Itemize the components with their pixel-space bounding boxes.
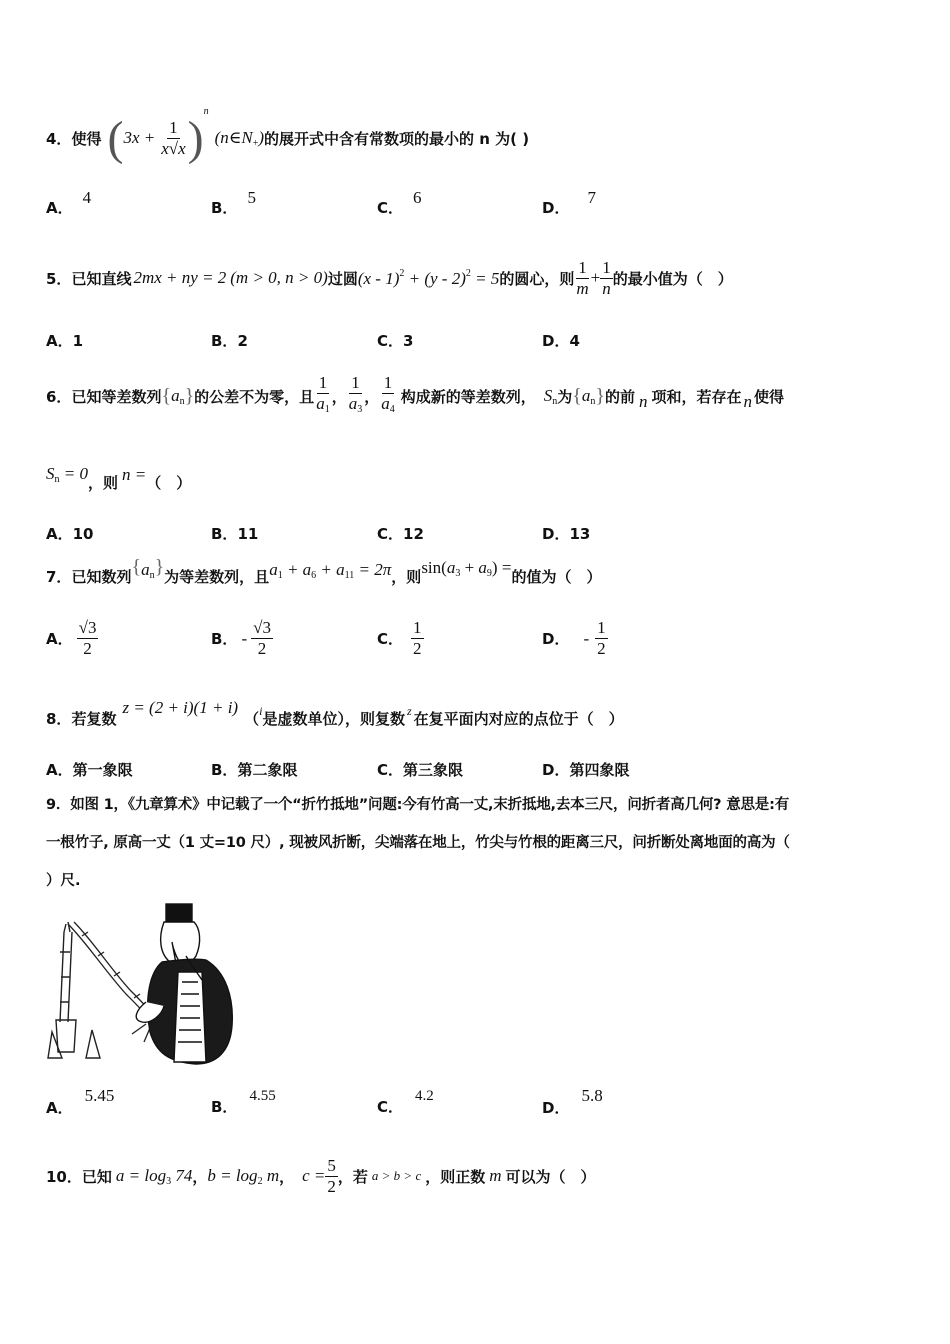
seq-symbol: a (446, 558, 456, 577)
option-value: 5 (247, 188, 256, 207)
option-value: 5.45 (84, 1086, 115, 1105)
question-text-mid: 过圆 (327, 269, 358, 288)
subscript: 4 (389, 403, 395, 415)
option-label: A． (46, 525, 73, 543)
option-label: A． (46, 199, 73, 217)
question-text-1: ，若 (337, 1167, 368, 1186)
seq-symbol: a (141, 560, 150, 579)
subscript: n (54, 474, 60, 485)
question-text-2: 构成新的等差数列， (400, 387, 536, 406)
equation-rhs: = 0 (63, 464, 88, 483)
left-paren: ( (441, 558, 447, 577)
c-definition: c = (302, 1166, 326, 1185)
b-definition (207, 1166, 279, 1187)
option-b[interactable] (211, 188, 256, 218)
question-4 (46, 108, 529, 168)
option-value: 第四象限 (569, 761, 630, 779)
variable-n: n (638, 392, 648, 411)
option-value: 第三象限 (403, 761, 464, 779)
plus-sign: + (464, 558, 475, 577)
fraction-sqrt3-over-2 (251, 618, 273, 659)
question-text: 使得 (71, 129, 102, 148)
sum-symbol: S (46, 464, 55, 483)
question-text-1: （ (244, 709, 260, 728)
seq-symbol: a (316, 393, 325, 413)
numerator: 1 (351, 372, 360, 392)
subscript: + (252, 137, 259, 149)
sequence-term (171, 386, 185, 407)
variable-z: z (406, 704, 412, 718)
option-value: 4.2 (415, 1088, 434, 1104)
left-brace: { (572, 384, 582, 407)
inequality: a > b > c (371, 1168, 422, 1183)
option-label: B． (211, 1098, 238, 1116)
denominator: 2 (83, 639, 92, 658)
question-text-end: 的最小值为（ ） (612, 269, 733, 288)
option-c[interactable] (377, 330, 413, 351)
option-d[interactable] (542, 618, 608, 659)
numerator: 1 (602, 257, 611, 277)
sage-figure (136, 904, 232, 1064)
option-value: 4.55 (249, 1088, 276, 1104)
fraction-1-over-n (600, 258, 613, 299)
option-a[interactable] (46, 759, 133, 780)
fraction (159, 118, 187, 159)
sequence-term (582, 386, 596, 407)
option-label: B． (211, 630, 238, 648)
plus-sign: + (320, 560, 332, 579)
left-paren: ( (107, 111, 124, 165)
option-label: D． (542, 1099, 570, 1117)
left-brace: { (131, 556, 142, 578)
line-equation: 2mx + ny = 2 (133, 268, 227, 287)
option-label: A． (46, 630, 73, 648)
circle-equation (358, 268, 500, 289)
option-label: A． (46, 1099, 73, 1117)
question-7 (46, 556, 601, 596)
option-value: 2 (237, 332, 248, 350)
numerator: 1 (597, 618, 606, 637)
option-value: 10 (72, 525, 94, 543)
question-number: 7． (46, 567, 72, 586)
option-d[interactable] (542, 523, 590, 544)
option-value: 第二象限 (237, 761, 298, 779)
subscript: n (552, 395, 558, 407)
question-text-1: 为等差数列，且 (164, 567, 270, 586)
imaginary-unit: i (259, 704, 263, 718)
sum-expression (269, 560, 391, 581)
option-a[interactable] (46, 330, 83, 351)
exponent: n (203, 106, 209, 117)
subscript: n (179, 395, 185, 407)
condition-end: ) (258, 127, 265, 147)
log-base: 3 (166, 1175, 172, 1187)
option-b[interactable] (211, 759, 297, 780)
option-d[interactable] (542, 188, 596, 218)
question-text-end: 的值为（ ） (511, 567, 602, 586)
option-value: 4 (82, 188, 92, 207)
condition-text: (n∈N (214, 127, 253, 147)
right-brace: } (154, 556, 165, 578)
option-a[interactable] (46, 618, 98, 659)
question-text-2: ，则 (391, 567, 422, 586)
option-b[interactable] (211, 330, 248, 351)
minus-sign: - (241, 628, 248, 648)
question-6-line-2 (46, 464, 192, 492)
fraction-1-over-a3 (347, 373, 365, 420)
question-number: 8． (46, 709, 72, 728)
option-label: C． (377, 1098, 404, 1116)
fraction-1-over-a1 (314, 373, 332, 420)
question-text-6: 使得 (754, 387, 785, 406)
seq-symbol: a (171, 385, 180, 405)
subscript: 3 (455, 568, 461, 579)
plus-sign: + (286, 560, 299, 579)
option-label: D． (542, 630, 570, 648)
question-10 (46, 1146, 596, 1206)
log-expression: a = log (115, 1165, 167, 1185)
question-8 (46, 698, 624, 738)
fraction-1-over-m (574, 258, 590, 299)
circle-term-y: + (y - 2) (408, 268, 466, 288)
option-a[interactable] (46, 1086, 114, 1118)
seq-symbol: a (269, 560, 278, 579)
seq-symbol: a (478, 558, 487, 577)
option-label: B． (211, 761, 238, 779)
subscript: 1 (324, 403, 330, 415)
option-label: D． (542, 332, 570, 350)
denominator: n (602, 278, 611, 298)
option-value: 13 (569, 525, 591, 543)
numerator: 1 (383, 372, 393, 392)
denominator: 2 (327, 1176, 336, 1196)
question-number: 5． (46, 269, 72, 288)
a-definition (116, 1166, 192, 1187)
question-text-4: 的前 (604, 387, 635, 406)
option-value: 第一象限 (72, 761, 133, 779)
subscript: 6 (311, 570, 317, 581)
option-label: B． (211, 525, 238, 543)
equation-rhs: = 2π (358, 560, 392, 579)
question-9-line-1: 9．如图 1，《九章算术》中记载了一个“折竹抵地”问题:今有竹高一丈,末折抵地,去本三尺，问折者高几何? 意思是:有 (46, 797, 790, 813)
circle-rhs: = 5 (475, 268, 500, 288)
right-brace: } (595, 384, 605, 407)
option-label: B． (211, 199, 238, 217)
denominator (314, 394, 332, 420)
sum-equation (46, 464, 88, 485)
option-d[interactable] (542, 330, 580, 351)
subscript: 1 (277, 570, 283, 581)
option-value: 1 (72, 332, 84, 350)
option-label: C． (377, 332, 404, 350)
variable-n: n (743, 392, 752, 411)
option-value: 7 (587, 188, 596, 207)
option-c[interactable] (377, 523, 424, 544)
question-5 (46, 247, 733, 309)
comma: ， (279, 1167, 295, 1186)
right-paren: ) (491, 558, 498, 577)
left-brace: { (161, 384, 172, 407)
log-base: 2 (257, 1175, 263, 1187)
comma: ， (364, 387, 380, 406)
option-a[interactable] (46, 188, 91, 218)
subscript: n (149, 570, 155, 581)
right-paren: ) (187, 111, 204, 165)
option-c[interactable] (377, 618, 424, 659)
fraction-1-over-a4 (379, 373, 397, 420)
seq-symbol: a (336, 560, 345, 579)
question-text-2: ，则正数 (425, 1167, 486, 1186)
option-label: D． (542, 525, 570, 543)
fraction-sqrt3-over-2 (77, 618, 99, 659)
option-label: A． (46, 761, 73, 779)
log-argument: 74 (171, 1165, 193, 1185)
option-label: C． (377, 525, 404, 543)
denominator: 2 (413, 639, 422, 658)
condition (215, 128, 264, 149)
option-label: A． (46, 332, 73, 350)
question-text-end: （ ） (146, 474, 192, 492)
denominator (347, 394, 365, 420)
question-text-2: 是虚数单位），则复数 (262, 709, 405, 728)
question-number: 10． (46, 1167, 82, 1186)
question-text-post: 的圆心，则 (499, 269, 575, 288)
question-text-7: ，则 (87, 474, 118, 492)
option-a[interactable] (46, 523, 93, 544)
subscript: 3 (357, 403, 363, 415)
equals-sign: = (501, 558, 512, 577)
seq-symbol: a (302, 560, 312, 579)
question-9-line-2: 一根竹子, 原高一丈（1 丈=10 尺）, 现被风折断，尖端落在地上，竹尖与竹根的距离三尺，问折断处离地面的高为（ (46, 835, 790, 851)
question-9-line-3: ）尺. (46, 873, 81, 889)
option-c[interactable] (377, 759, 463, 780)
option-d[interactable] (542, 1086, 603, 1118)
question-text-end: 可以为（ ） (505, 1167, 596, 1186)
option-b[interactable] (211, 618, 273, 659)
option-label: D． (542, 199, 570, 217)
option-label: B． (211, 332, 238, 350)
circle-term-x: (x - 1) (357, 268, 400, 288)
option-c[interactable] (377, 188, 422, 218)
superscript: 2 (399, 267, 405, 279)
option-b[interactable] (211, 523, 258, 544)
option-b[interactable] (211, 1086, 276, 1117)
fraction-1-over-2 (595, 618, 608, 659)
fraction-1-over-2 (411, 618, 424, 659)
formula (123, 118, 187, 159)
line-condition: (m > 0, n > 0) (230, 268, 328, 287)
question-text-5: 项和，若存在 (651, 387, 742, 406)
seq-symbol: a (581, 385, 591, 405)
minus-sign: - (583, 628, 590, 648)
comma: ， (192, 1167, 208, 1186)
equation-n: n = (122, 464, 147, 484)
seq-symbol: a (381, 393, 390, 413)
denominator: x√x (161, 138, 186, 158)
log-expression: b = log (207, 1165, 258, 1185)
subscript: 9 (486, 568, 492, 579)
question-text: 已知数列 (71, 567, 132, 586)
sum-term (544, 386, 558, 407)
subscript: n (590, 395, 596, 407)
denominator: 2 (257, 639, 267, 658)
question-number: 6． (46, 387, 72, 406)
sum-symbol: S (543, 385, 553, 405)
question-text-1: 的公差不为零，且 (194, 387, 315, 406)
sin-function: sin (421, 558, 442, 577)
option-label: C． (377, 199, 404, 217)
option-value: 5.8 (581, 1086, 603, 1105)
bamboo-figure (46, 902, 236, 1070)
denominator: 2 (597, 639, 606, 658)
numerator: 1 (578, 257, 587, 277)
question-6 (46, 364, 784, 428)
comma: ， (331, 387, 347, 406)
question-text-post: 的展开式中含有常数项的最小的 n 为( ) (264, 129, 530, 148)
option-value: 12 (403, 525, 424, 543)
numerator: 1 (169, 117, 178, 137)
question-text: 已知直线 (71, 269, 132, 288)
denominator (379, 394, 397, 420)
option-c[interactable] (377, 1086, 434, 1117)
plus-sign: + (590, 268, 601, 287)
question-number: 4． (46, 129, 72, 148)
fraction-5-over-2 (325, 1156, 338, 1197)
numerator: 5 (327, 1155, 336, 1175)
option-d[interactable] (542, 759, 629, 780)
formula-term: 3x + (123, 128, 156, 147)
option-label: D． (542, 761, 570, 779)
superscript: 2 (465, 267, 471, 279)
option-label: C． (377, 630, 404, 648)
numerator: √3 (253, 618, 271, 637)
question-text-3: 为 (557, 387, 573, 406)
option-value: 3 (403, 332, 414, 350)
question-text: 已知等差数列 (71, 387, 162, 406)
question-text: 已知 (81, 1167, 112, 1186)
option-label: C． (377, 761, 404, 779)
denominator: m (576, 278, 589, 298)
subscript: 11 (344, 570, 355, 581)
numerator: √3 (78, 618, 97, 637)
right-brace: } (184, 384, 195, 407)
sequence-term (141, 560, 155, 581)
option-value: 6 (413, 188, 422, 207)
question-text: 若复数 (71, 709, 117, 728)
question-text-end: 在复平面内对应的点位于（ ） (413, 709, 624, 728)
option-value: 4 (569, 332, 580, 350)
sin-expression (421, 558, 511, 579)
option-value: 11 (237, 525, 259, 543)
log-argument: m (262, 1165, 280, 1185)
complex-expression: z = (2 + i)(1 + i) (122, 698, 239, 717)
seq-symbol: a (348, 393, 358, 413)
variable-m: m (489, 1166, 502, 1185)
numerator: 1 (318, 372, 328, 392)
numerator: 1 (413, 618, 422, 637)
